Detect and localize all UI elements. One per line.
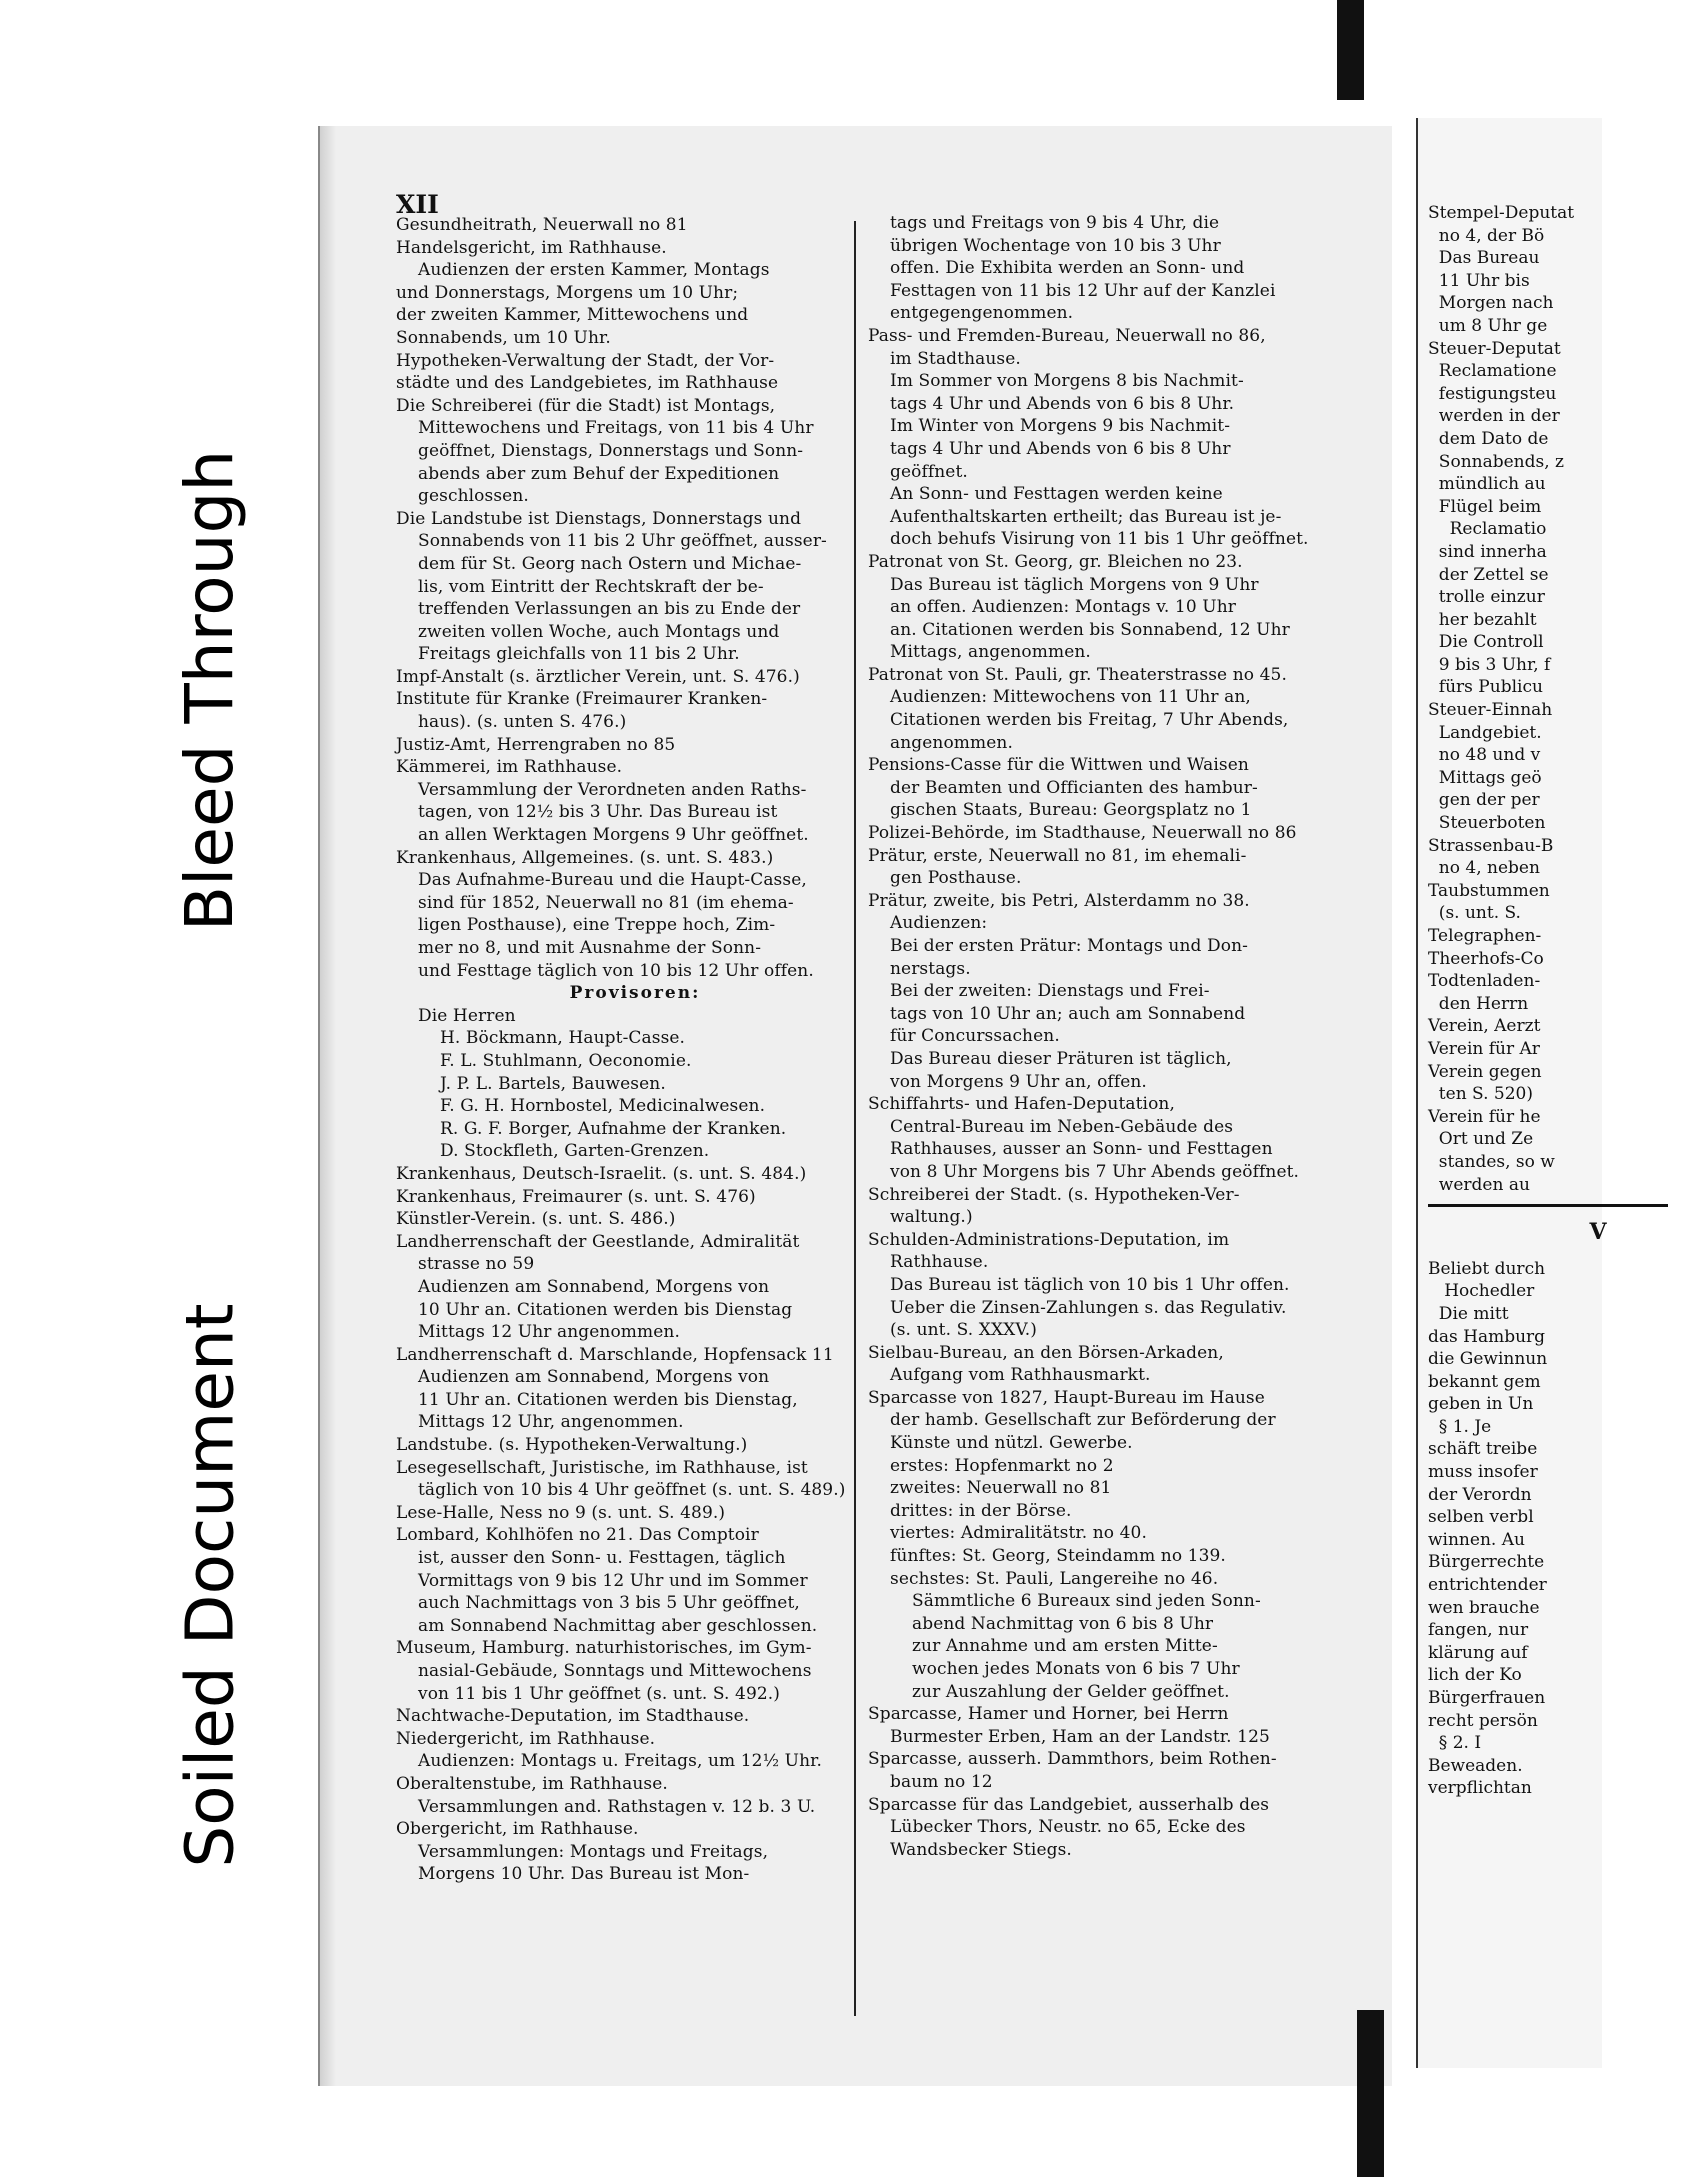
text-line: Ort und Ze	[1428, 1129, 1534, 1150]
text-line: Rathhauses, ausser an Sonn- und Festtagen	[890, 1139, 1273, 1160]
text-line: baum no 12	[890, 1771, 993, 1792]
text-line: recht persön	[1428, 1710, 1538, 1731]
text-line: Lombard, Kohlhöfen no 21. Das Comptoir	[396, 1525, 759, 1546]
text-line: zweites: Neuerwall no 81	[890, 1478, 1112, 1499]
text-line: Das Bureau	[1428, 248, 1540, 269]
text-line: Versammlung der Verordneten anden Raths-	[418, 779, 807, 800]
text-line: Flügel beim	[1428, 496, 1542, 517]
text-line: tags 4 Uhr und Abends von 6 bis 8 Uhr.	[890, 393, 1235, 414]
text-line: klärung auf	[1428, 1642, 1528, 1663]
text-line: Hochedler	[1428, 1281, 1535, 1302]
text-line: die Gewinnun	[1428, 1349, 1548, 1370]
text-line: Bei der zweiten: Dienstags und Frei-	[890, 981, 1210, 1002]
text-line: Künstler-Verein. (s. unt. S. 486.)	[396, 1209, 676, 1230]
text-line: Audienzen: Mittewochens von 11 Uhr an,	[890, 687, 1251, 708]
text-line: Versammlungen: Montags und Freitags,	[418, 1841, 769, 1862]
text-line: der zweiten Kammer, Mittewochens und	[396, 305, 749, 326]
text-line: sind für 1852, Neuerwall no 81 (im ehema-	[418, 892, 794, 913]
text-line: von 11 bis 1 Uhr geöffnet (s. unt. S. 492.)	[418, 1683, 781, 1704]
text-line: am Sonnabend Nachmittag aber geschlossen.	[418, 1615, 818, 1636]
text-line: Landherrenschaft d. Marschlande, Hopfensack 11	[396, 1344, 834, 1365]
text-line: Sparcasse für das Landgebiet, ausserhalb des	[868, 1794, 1270, 1815]
binding-shadow-bottom	[1357, 2010, 1384, 2177]
text-line: an allen Werktagen Morgens 9 Uhr geöffnet.	[418, 825, 809, 846]
text-line: Reclamatio	[1428, 519, 1547, 540]
text-line: der hamb. Gesellschaft zur Beförderung der	[890, 1410, 1276, 1431]
text-line: lich der Ko	[1428, 1665, 1522, 1686]
text-line: Lübecker Thors, Neustr. no 65, Ecke des	[890, 1817, 1246, 1838]
column-divider	[854, 221, 856, 2016]
text-line: dem Dato de	[1428, 428, 1549, 449]
text-line: strasse no 59	[418, 1254, 535, 1275]
text-line: geöffnet, Dienstags, Donnerstags und Sonn-	[418, 440, 804, 461]
text-line: Nachtwache-Deputation, im Stadthause.	[396, 1706, 750, 1727]
text-line: im Stadthause.	[890, 348, 1021, 369]
text-line: Museum, Hamburg. naturhistorisches, im Gym-	[396, 1638, 812, 1659]
text-line: Obergericht, im Rathhause.	[396, 1819, 639, 1840]
text-line: nerstags.	[890, 958, 971, 979]
text-line: Stempel-Deputat	[1428, 203, 1575, 223]
text-line: treffenden Verlassungen an bis zu Ende der	[418, 599, 801, 620]
text-line: entgegengenommen.	[890, 303, 1074, 324]
text-line: no 48 und v	[1428, 745, 1541, 766]
text-line: Telegraphen-	[1428, 926, 1542, 946]
text-line: geöffnet.	[890, 461, 968, 482]
text-line: Lese-Halle, Ness no 9 (s. unt. S. 489.)	[396, 1502, 726, 1523]
section-heading: V	[1589, 1219, 1607, 1246]
text-line: auch Nachmittags von 3 bis 5 Uhr geöffnet,	[418, 1593, 800, 1614]
text-line: Aufgang vom Rathhausmarkt.	[890, 1365, 1151, 1386]
text-line: bekannt gem	[1428, 1371, 1541, 1392]
text-line: Im Sommer von Morgens 8 bis Nachmit-	[890, 371, 1244, 392]
text-line: übrigen Wochentage von 10 bis 3 Uhr	[890, 235, 1221, 256]
text-line: tags von 10 Uhr an; auch am Sonnabend	[890, 1003, 1246, 1024]
text-line: zur Annahme und am ersten Mitte-	[912, 1636, 1218, 1657]
text-line: Morgens 10 Uhr. Das Bureau ist Mon-	[418, 1864, 750, 1885]
text-line: Hypotheken-Verwaltung der Stadt, der Vor-	[396, 350, 775, 371]
text-line: an. Citationen werden bis Sonnabend, 12 Uhr	[890, 619, 1290, 640]
text-line: Künste und nützl. Gewerbe.	[890, 1433, 1133, 1454]
text-line: verpflichtan	[1428, 1778, 1532, 1799]
text-line: fürs Publicu	[1428, 677, 1543, 698]
text-line: Das Bureau ist täglich von 10 bis 1 Uhr offen.	[890, 1274, 1290, 1295]
text-line: von 8 Uhr Morgens bis 7 Uhr Abends geöffnet.	[890, 1161, 1300, 1182]
text-line: Rathhause.	[890, 1252, 989, 1273]
text-line: Verein für Ar	[1428, 1038, 1540, 1059]
text-line: von Morgens 9 Uhr an, offen.	[890, 1071, 1147, 1092]
text-line: städte und des Landgebietes, im Rathhause	[396, 373, 779, 394]
soiled-document-stamp	[120, 1265, 300, 1905]
text-line: her bezahlt	[1428, 609, 1537, 630]
text-line: J. P. L. Bartels, Bauwesen.	[440, 1073, 666, 1094]
text-line: 9 bis 3 Uhr, f	[1428, 654, 1551, 675]
text-line: 11 Uhr an. Citationen werden bis Dienstag,	[418, 1389, 798, 1410]
text-line: Steuer-Einnah	[1428, 700, 1553, 721]
text-line: dem für St. Georg nach Ostern und Michae-	[418, 553, 802, 574]
text-line: Burmester Erben, Ham an der Landstr. 125	[890, 1726, 1270, 1747]
text-line: Sielbau-Bureau, an den Börsen-Arkaden,	[868, 1342, 1224, 1363]
text-line: Gesundheitrath, Neuerwall no 81	[396, 215, 688, 235]
text-line: Bei der ersten Prätur: Montags und Don-	[890, 936, 1248, 956]
text-line: geben in Un	[1428, 1394, 1534, 1415]
text-line: ist, ausser den Sonn- u. Festtagen, täglich	[418, 1548, 786, 1569]
text-line: waltung.)	[890, 1207, 973, 1228]
text-line: Sonnabends, um 10 Uhr.	[396, 327, 611, 348]
text-line: Mittags 12 Uhr angenommen.	[418, 1322, 680, 1343]
text-line: mündlich au	[1428, 474, 1546, 495]
text-line: Landgebiet.	[1428, 722, 1542, 743]
text-line: § 1. Je	[1428, 1416, 1492, 1437]
section-rule	[1428, 1204, 1668, 1207]
text-line: trolle einzur	[1428, 587, 1545, 608]
text-line: abend Nachmittag von 6 bis 8 Uhr	[912, 1613, 1214, 1634]
text-line: zweiten vollen Woche, auch Montags und	[418, 621, 780, 642]
text-line: an offen. Audienzen: Montags v. 10 Uhr	[890, 597, 1236, 618]
text-line: Krankenhaus, Deutsch-Israelit. (s. unt. S. 484.)	[396, 1163, 807, 1184]
text-line: festigungsteu	[1428, 383, 1557, 404]
text-line: H. Böckmann, Haupt-Casse.	[440, 1028, 686, 1049]
text-line: Prätur, erste, Neuerwall no 81, im ehemali-	[868, 845, 1247, 866]
text-line: Pass- und Fremden-Bureau, Neuerwall no 86,	[868, 325, 1266, 346]
right-page-entries	[1428, 202, 1688, 1196]
text-line: Audienzen: Montags u. Freitags, um 12½ Uhr.	[418, 1751, 822, 1772]
text-line: werden in der	[1428, 406, 1560, 427]
text-line: (s. unt. S. XXXV.)	[890, 1320, 1037, 1341]
text-line: Versammlungen and. Rathstagen v. 12 b. 3 U.	[418, 1796, 816, 1817]
text-line: Audienzen am Sonnabend, Morgens von	[418, 1276, 770, 1297]
text-line: Die Herren	[418, 1005, 516, 1026]
text-line: Central-Bureau im Neben-Gebäude des	[890, 1116, 1234, 1137]
text-line: Bürgerfrauen	[1428, 1688, 1546, 1708]
text-line: An Sonn- und Festtagen werden keine	[890, 484, 1223, 505]
text-line: F. L. Stuhlmann, Oeconomie.	[440, 1050, 692, 1071]
text-line: Schiffahrts- und Hafen-Deputation,	[868, 1094, 1175, 1115]
text-line: Das Aufnahme-Bureau und die Haupt-Casse,	[418, 870, 807, 891]
text-line: Die Schreiberei (für die Stadt) ist Montags,	[396, 395, 776, 416]
text-line: Schulden-Administrations-Deputation, im	[868, 1229, 1230, 1250]
text-line: Sonnabends, z	[1428, 451, 1564, 472]
text-line: § 2. I	[1428, 1733, 1482, 1754]
text-line: erstes: Hopfenmarkt no 2	[890, 1455, 1114, 1476]
text-line: der Zettel se	[1428, 564, 1549, 585]
text-line: 10 Uhr an. Citationen werden bis Dienstag	[418, 1299, 793, 1320]
text-line: ten S. 520)	[1428, 1084, 1533, 1105]
text-line: Landherrenschaft der Geestlande, Admiralität	[396, 1231, 800, 1252]
text-line: no 4, der Bö	[1428, 225, 1545, 246]
text-line: (s. unt. S.	[1428, 903, 1521, 924]
text-line: Steuer-Deputat	[1428, 338, 1561, 359]
text-line: fünftes: St. Georg, Steindamm no 139.	[890, 1546, 1226, 1567]
text-line: abends aber zum Behuf der Expeditionen	[418, 463, 780, 484]
page-folio: XII	[396, 190, 439, 219]
text-line: Audienzen am Sonnabend, Morgens von	[418, 1367, 770, 1388]
text-line: Vormittags von 9 bis 12 Uhr und im Sommer	[418, 1570, 808, 1591]
text-line: mer no 8, und mit Ausnahme der Sonn-	[418, 938, 762, 958]
text-line: Mittewochens und Freitags, von 11 bis 4 Uhr	[418, 418, 814, 439]
text-line: Die Landstube ist Dienstags, Donnerstags und	[396, 508, 802, 529]
text-line: Ueber die Zinsen-Zahlungen s. das Regulativ.	[890, 1297, 1287, 1318]
right-page-fragment	[1416, 118, 1607, 2068]
text-line: Strassenbau-B	[1428, 835, 1554, 856]
text-line: Beweaden.	[1428, 1755, 1523, 1776]
text-line: Audienzen:	[890, 913, 988, 934]
text-line: gen Posthause.	[890, 868, 1022, 889]
text-line: ligen Posthause), eine Treppe hoch, Zim-	[418, 915, 776, 936]
left-page	[318, 126, 1392, 2086]
text-line: gischen Staats, Bureau: Georgsplatz no 1	[890, 800, 1252, 821]
text-line: Lesegesellschaft, Juristische, im Rathhause, ist	[396, 1457, 808, 1478]
binding-shadow-top	[1337, 0, 1364, 100]
text-line: Impf-Anstalt (s. ärztlicher Verein, unt. S. 476.)	[396, 666, 800, 687]
text-line: das Hamburg	[1428, 1326, 1546, 1347]
text-line: Niedergericht, im Rathhause.	[396, 1728, 656, 1749]
text-line: Mittags geö	[1428, 767, 1542, 788]
text-line: Citationen werden bis Freitag, 7 Uhr Abends,	[890, 710, 1289, 731]
text-line: Reclamatione	[1428, 361, 1557, 382]
text-line: Landstube. (s. Hypotheken-Verwaltung.)	[396, 1435, 748, 1456]
text-line: Aufenthaltskarten ertheilt; das Bureau ist je-	[890, 506, 1282, 527]
text-line: Bürgerrechte	[1428, 1552, 1545, 1573]
text-line: Im Winter von Morgens 9 bis Nachmit-	[890, 416, 1231, 437]
text-line: schäft treibe	[1428, 1439, 1538, 1460]
text-line: und Donnerstags, Morgens um 10 Uhr;	[396, 282, 739, 303]
text-line: lis, vom Eintritt der Rechtskraft der be-	[418, 576, 764, 597]
text-line: winnen. Au	[1428, 1529, 1525, 1550]
text-line: Schreiberei der Stadt. (s. Hypotheken-Ver-	[868, 1184, 1240, 1205]
bleed-through-label: Bleed Through	[171, 449, 249, 931]
text-line: Justiz-Amt, Herrengraben no 85	[396, 734, 676, 755]
text-line: Die Controll	[1428, 632, 1544, 653]
text-line: fangen, nur	[1428, 1620, 1529, 1641]
text-line: um 8 Uhr ge	[1428, 315, 1548, 336]
soiled-document-label: Soiled Document	[171, 1302, 249, 1868]
text-line: der Beamten und Officianten des hambur-	[890, 777, 1258, 798]
text-line: viertes: Admiralitätstr. no 40.	[890, 1523, 1147, 1544]
text-line: Sparcasse, Hamer und Horner, bei Herrn	[868, 1704, 1229, 1725]
right-page-text	[1428, 202, 1688, 1800]
text-line: Verein für he	[1428, 1106, 1541, 1127]
text-line: Patronat von St. Georg, gr. Bleichen no 23.	[868, 551, 1243, 572]
text-line: Morgen nach	[1428, 293, 1554, 314]
text-line: Handelsgericht, im Rathhause.	[396, 237, 667, 258]
text-line: wen brauche	[1428, 1597, 1540, 1618]
text-line: Sparcasse, ausserh. Dammthors, beim Rothen-	[868, 1749, 1277, 1770]
text-line: Das Bureau ist täglich Morgens von 9 Uhr	[890, 574, 1259, 595]
text-line: 11 Uhr bis	[1428, 270, 1530, 291]
text-line: Todtenladen-	[1428, 971, 1541, 992]
text-line: tags und Freitags von 9 bis 4 Uhr, die	[890, 213, 1220, 233]
text-line: Festtagen von 11 bis 12 Uhr auf der Kanzlei	[890, 280, 1276, 301]
text-line: wochen jedes Monats von 6 bis 7 Uhr	[912, 1659, 1240, 1679]
text-line: für Concurssachen.	[890, 1026, 1060, 1047]
text-line: tagen, von 12½ bis 3 Uhr. Das Bureau ist	[418, 802, 778, 823]
bleed-through-stamp	[120, 395, 300, 985]
text-line: sechstes: St. Pauli, Langereihe no 46.	[890, 1568, 1219, 1589]
text-line: täglich von 10 bis 4 Uhr geöffnet (s. unt. S. 489.)	[418, 1480, 846, 1501]
text-line: zur Auszahlung der Gelder geöffnet.	[912, 1681, 1230, 1702]
text-line: gen der per	[1428, 790, 1540, 811]
text-line: entrichtender	[1428, 1575, 1547, 1596]
column-right	[868, 212, 1336, 1861]
text-line: Sämmtliche 6 Bureaux sind jeden Sonn-	[912, 1591, 1261, 1612]
text-line: Sparcasse von 1827, Haupt-Bureau im Hause	[868, 1387, 1265, 1408]
text-line: Institute für Kranke (Freimaurer Kranken-	[396, 689, 768, 710]
text-line: Prätur, zweite, bis Petri, Alsterdamm no 38.	[868, 890, 1250, 911]
column-left	[396, 214, 874, 1886]
text-line: haus). (s. unten S. 476.)	[418, 712, 627, 733]
text-line: standes, so w	[1428, 1151, 1555, 1172]
text-line: Beliebt durch	[1428, 1258, 1546, 1279]
text-line: muss insofer	[1428, 1462, 1538, 1483]
text-line: R. G. F. Borger, Aufnahme der Kranken.	[440, 1118, 787, 1139]
text-line: Die mitt	[1428, 1303, 1509, 1324]
text-line: Theerhofs-Co	[1428, 948, 1544, 969]
text-line: und Festtage täglich von 10 bis 12 Uhr offen.	[418, 960, 814, 981]
right-page-notice	[1428, 1258, 1688, 1800]
text-line: F. G. H. Hornbostel, Medicinalwesen.	[440, 1096, 766, 1117]
text-line: drittes: in der Börse.	[890, 1500, 1072, 1521]
text-line: Pensions-Casse für die Wittwen und Waisen	[868, 755, 1249, 776]
text-line: angenommen.	[890, 732, 1013, 753]
text-line: Patronat von St. Pauli, gr. Theaterstrasse no 45.	[868, 664, 1287, 685]
text-line: werden au	[1428, 1174, 1530, 1195]
text-line: doch behufs Visirung von 11 bis 1 Uhr geöffnet.	[890, 529, 1309, 550]
text-line: geschlossen.	[418, 486, 529, 507]
text-line: Verein gegen	[1428, 1061, 1542, 1082]
text-line: selben verbl	[1428, 1507, 1534, 1528]
text-line: nasial-Gebäude, Sonntags und Mittewochens	[418, 1661, 812, 1681]
text-line: Krankenhaus, Freimaurer (s. unt. S. 476)	[396, 1186, 756, 1207]
text-line: Polizei-Behörde, im Stadthause, Neuerwall no 86	[868, 823, 1297, 844]
text-line: D. Stockfleth, Garten-Grenzen.	[440, 1141, 710, 1162]
text-line: den Herrn	[1428, 993, 1529, 1014]
text-line: Provisoren:	[569, 983, 701, 1004]
text-line: no 4, neben	[1428, 858, 1540, 879]
text-line: Mittags, angenommen.	[890, 642, 1091, 663]
text-line: Audienzen der ersten Kammer, Montags	[418, 260, 770, 281]
text-line: Wandsbecker Stiegs.	[890, 1839, 1072, 1860]
text-line: Verein, Aerzt	[1428, 1016, 1541, 1037]
text-line: Freitags gleichfalls von 11 bis 2 Uhr.	[418, 644, 740, 665]
text-line: sind innerha	[1428, 541, 1547, 562]
text-line: tags 4 Uhr und Abends von 6 bis 8 Uhr	[890, 438, 1231, 459]
text-line: Taubstummen	[1428, 880, 1550, 901]
text-line: Krankenhaus, Allgemeines. (s. unt. S. 483.)	[396, 847, 774, 868]
text-line: der Verordn	[1428, 1484, 1532, 1505]
text-line: Kämmerei, im Rathhause.	[396, 757, 623, 778]
text-line: offen. Die Exhibita werden an Sonn- und	[890, 258, 1245, 279]
text-line: Mittags 12 Uhr, angenommen.	[418, 1412, 684, 1433]
text-line: Sonnabends von 11 bis 2 Uhr geöffnet, ausser-	[418, 531, 827, 552]
text-line: Steuerboten	[1428, 813, 1546, 834]
text-line: Das Bureau dieser Präturen ist täglich,	[890, 1048, 1232, 1069]
text-line: Oberaltenstube, im Rathhause.	[396, 1773, 668, 1794]
